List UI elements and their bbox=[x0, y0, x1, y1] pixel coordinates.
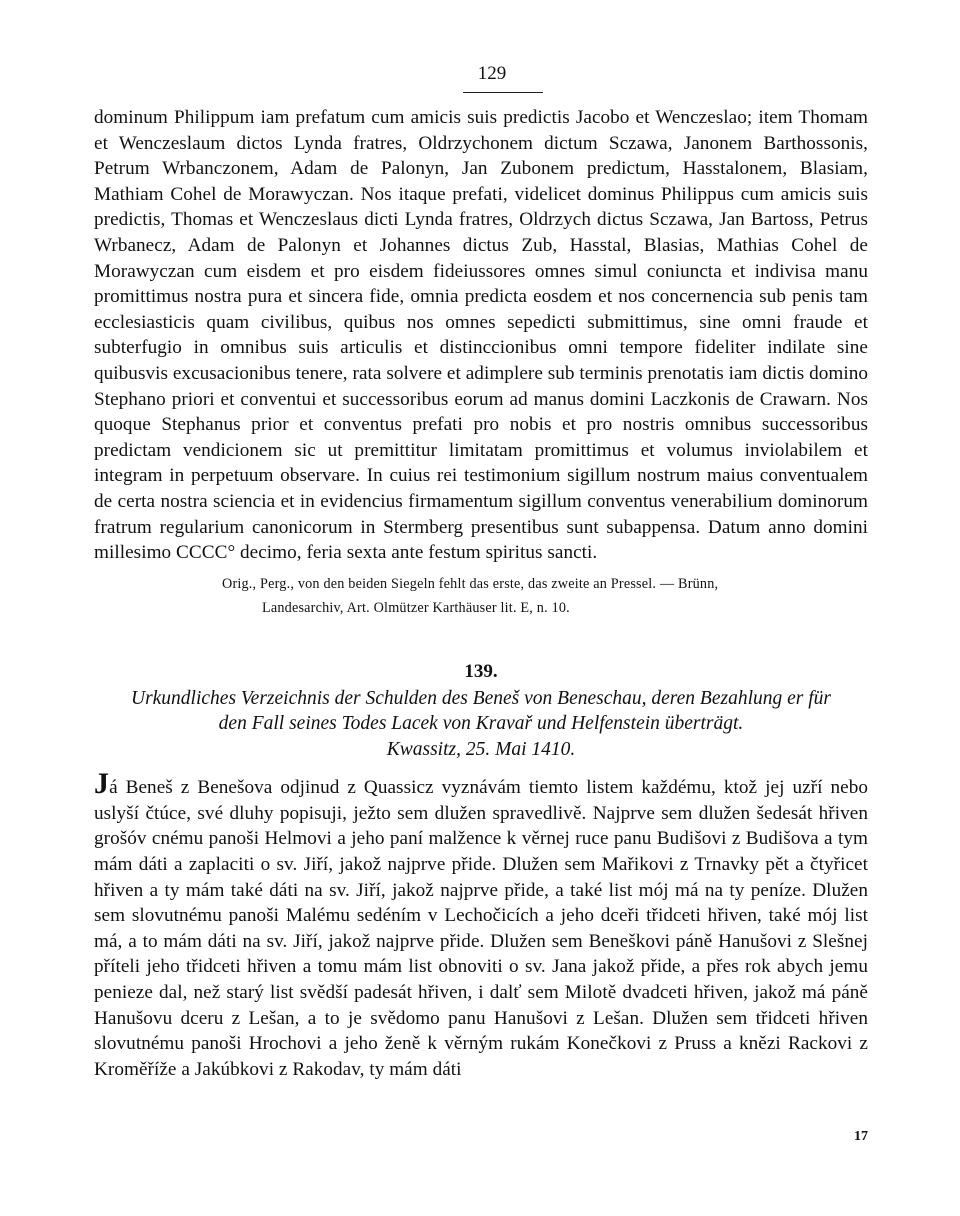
document-page bbox=[94, 60, 868, 1144]
source-note-line-1: Orig., Perg., von den beiden Siegeln fehlt das erste, das zweite an Pressel. — Brünn, bbox=[222, 575, 719, 592]
document-number: 139. bbox=[464, 660, 498, 682]
regest-line-1: Urkundliches Verzeichnis der Schulden des Beneš von Beneschau, deren Bezahlung er für bbox=[130, 687, 832, 709]
page-number-rule bbox=[463, 92, 543, 93]
regest bbox=[94, 686, 868, 737]
document-text bbox=[94, 767, 868, 1082]
source-note bbox=[222, 572, 868, 620]
preceding-document-text: dominum Philippum iam prefatum cum amicis suis predictis Jacobo et Wenczeslao; item Thomam et Wenczeslaum dictos Lynda fratres, Oldrzychonem dictum Sczawa, Janonem Barthossonis, Petrum Wrbanczonem, Adam de Palonyn, Jan Zubonem predictum, Hasstalonem, Blasiam, Mathiam Cohel de Morawyczan. Nos itaque prefati, videlicet dominus Philippus cum amicis suis predictis, Thomas et Wenczeslaus dicti Lynda fratres, Oldrzych dictus Sczawa, Jan Bartoss, Petrus Wrbanecz, Adam de Palonyn et Johannes dictus Zub, Hasstal, Blasias, Mathias Cohel de Morawyczan cum eisdem et pro eisdem fideiussores omnes simul coniuncta et indivisa manu promittimus nostra pura et sincera fide, omnia predicta eosdem et nos concernencia sub penis tam ecclesiasticis quam civilibus, quibus nos omnes sepedicti submittimus, sine omni fraude et subterfugio in omnibus suis articulis et distinccionibus omni tempore fideliter indilate sine quibusvis excusacionibus tenere, rata solvere et adimplere sub terminis prenotatis iam dictis domino Stephano priori et conventui et successoribus eorum ad manus domini Laczkonis de Crawarn. Nos quoque Stephanus prior et conventus prefati pro nobis et pro nostris omnibus successoribus predictam vendicionem sic ut premittitur limitatam promittimus et volumus inviolabilem et integram in perpetuum observare. In cuius rei testimonium sigillum nostrum maius conventualem de certa nostra sciencia et in evidencius firmamentum sigillum conventus venerabilium dominorum fratrum regularium canonicorum in Stermberg presentibus sunt subappensa. Datum anno domini millesimo CCCC° decimo, feria sexta ante festum spiritus sancti. bbox=[94, 107, 868, 564]
regest-line-2: den Fall seines Todes Lacek von Kravař und Helfenstein überträgt. bbox=[218, 713, 744, 735]
signature-mark: 17 bbox=[854, 1129, 868, 1144]
document-text-body: á Beneš z Benešova odjinud z Quassicz vyznávám tiemto listem každému, ktož jej uzří nebo uslyší čtúce, své dluhy popisuji, ježto sem dlužen spravedlivě. Najprve sem dlužen šedesát hřiven grošóv cnému panoši Helmovi a jeho paní malžence k věrnej ruce panu Budišovi z Budišova a tym mám dáti a zaplaciti o sv. Jiří, jakož najprve přide. Dlužen sem Mařikovi z Trnavky pět a čtyřicet hřiven a ty mám také dáti na sv. Jiří, jakož najprve přide, a také list mój má na ty peníze. Dlužen sem slovutnému panoši Malému sedéním v Lechočicích a jeho dceři třidceti hřiven, také mój list má, a to mám dáti na sv. Jiří, jakož najprve přide. Dlužen sem Beneškovi páně Hanušovi z Slešnej příteli jeho třidceti hřiven a tomu mám list obnoviti o sv. Jana jakož přide, a přes rok abych jemu penieze dal, než starý list svědší padesát hřiven, i dalť sem Milotě dvadceti hřiven, jakož má páně Hanušovu dceru z Lešan, a to je svědomo panu Hanušovi z Lešan. Dlužen sem třidceti hřiven slovutnému panoši Hrochovi a jeho ženě k věrným rukám Konečkovi z Pruss a knězi Rackovi z Kroměříže a Jakúbkovi z Rakodav, ty mám dáti bbox=[94, 777, 868, 1080]
page-number: 129 bbox=[477, 63, 507, 84]
source-note-line-2: Landesarchiv, Art. Olmützer Karthäuser lit. E, n. 10. bbox=[262, 599, 570, 616]
initial-letter: J bbox=[94, 767, 110, 801]
dateline: Kwassitz, 25. Mai 1410. bbox=[386, 738, 576, 760]
